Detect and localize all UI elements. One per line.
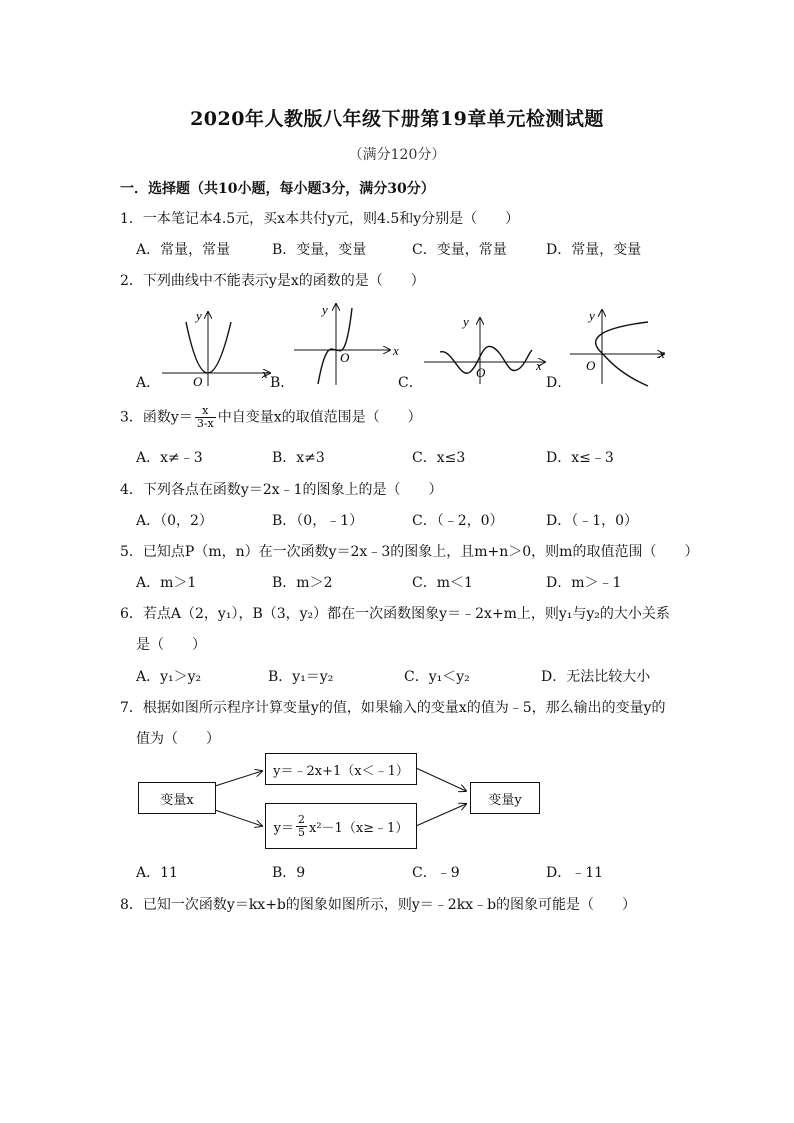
q3-suffix: 中自变量x的取值范围是（ ） bbox=[217, 409, 422, 426]
question-8-stem: 8．已知一次函数y＝kx+b的图象如图所示，则y＝﹣2kx﹣b的图象可能是（ ） bbox=[120, 897, 637, 913]
q3-option-a: A．x≠﹣3 bbox=[136, 450, 203, 466]
q7-output-box: 变量y bbox=[470, 782, 540, 814]
question-2-stem: 2．下列曲线中不能表示y是x的函数的是（ ） bbox=[120, 273, 425, 289]
q7-bottom-box bbox=[265, 803, 417, 849]
q1-option-c: C．变量，常量 bbox=[412, 242, 507, 258]
q2-c-y-label: y bbox=[463, 314, 469, 329]
q2-graph-b bbox=[294, 302, 399, 385]
q3-frac-num: x bbox=[195, 405, 216, 418]
q4-option-b: B．（0，﹣1） bbox=[272, 513, 364, 529]
question-7-stem-line1: 7．根据如图所示程序计算变量y的值，如果输入的变量x的值为﹣5，那么输出的变量y的 bbox=[120, 700, 666, 716]
question-1-stem: 1．一本笔记本4.5元，买x本共付y元，则4.5和y分别是（ ） bbox=[120, 211, 520, 227]
q7-input-box: 变量x bbox=[138, 782, 216, 814]
q5-option-d: D．m＞﹣1 bbox=[546, 575, 622, 591]
q1-option-b: B．变量，变量 bbox=[272, 242, 367, 258]
q7-bottom-suffix: x²－1（x≥﹣1） bbox=[309, 820, 409, 836]
q7-option-c: C．﹣9 bbox=[412, 865, 460, 881]
q2-graph-d bbox=[570, 308, 665, 386]
q7-frac-num: 2 bbox=[298, 812, 306, 826]
q2-a-x-label: x bbox=[262, 366, 268, 381]
q4-option-c: C．（﹣2，0） bbox=[412, 513, 504, 529]
q7-bottom-fraction bbox=[296, 814, 307, 839]
question-4-stem: 4．下列各点在函数y＝2x﹣1的图象上的是（ ） bbox=[120, 482, 443, 498]
q6-option-a: A．y₁＞y₂ bbox=[136, 669, 202, 685]
q2-option-a-label: A． bbox=[136, 375, 161, 391]
question-5-stem: 5．已知点P（m，n）在一次函数y＝2x﹣3的图象上，且m+n＞0，则m的取值范围（ ） bbox=[120, 544, 699, 560]
q7-option-d: D．﹣11 bbox=[546, 865, 604, 881]
q3-option-b: B．x≠3 bbox=[272, 450, 325, 466]
page-title: 2020年人教版八年级下册第19章单元检测试题 bbox=[190, 108, 604, 130]
q6-option-c: C．y₁＜y₂ bbox=[404, 669, 470, 685]
q1-option-d: D．常量，变量 bbox=[546, 242, 642, 258]
q2-d-origin: O bbox=[586, 358, 596, 373]
q1-option-a: A．常量，常量 bbox=[136, 242, 231, 258]
q3-option-d: D．x≤﹣3 bbox=[546, 450, 614, 466]
q4-option-a: A．（0，2） bbox=[136, 513, 213, 529]
q5-option-b: B．m＞2 bbox=[272, 575, 333, 591]
q2-a-origin: O bbox=[193, 374, 203, 389]
q7-bottom-prefix: y＝ bbox=[273, 820, 295, 836]
q3-prefix: 3．函数y＝ bbox=[120, 409, 193, 426]
q2-d-y-label: y bbox=[589, 308, 595, 323]
q2-b-y-label: y bbox=[322, 302, 328, 317]
q2-c-x-label: x bbox=[536, 358, 542, 373]
q7-option-b: B．9 bbox=[272, 865, 306, 881]
q3-frac-den: 3-x bbox=[196, 417, 214, 430]
q5-option-a: A．m＞1 bbox=[136, 575, 197, 591]
q2-c-origin: O bbox=[476, 365, 486, 380]
q2-option-b-label: B． bbox=[270, 375, 295, 391]
q2-graph-a bbox=[162, 308, 270, 389]
q2-b-origin: O bbox=[340, 350, 350, 365]
page-subtitle: （满分120分） bbox=[348, 147, 446, 163]
q2-b-x-label: x bbox=[393, 343, 399, 358]
q6-option-b: B．y₁＝y₂ bbox=[268, 669, 334, 685]
q7-top-box: y＝﹣2x+1（x＜﹣1） bbox=[265, 753, 417, 785]
q5-option-c: C．m＜1 bbox=[412, 575, 473, 591]
q2-a-y-label: y bbox=[196, 308, 202, 323]
q4-option-d: D．（﹣1，0） bbox=[546, 513, 639, 529]
q7-option-a: A．11 bbox=[136, 865, 178, 881]
q2-graph-c bbox=[424, 314, 545, 384]
q2-option-c-label: C． bbox=[398, 375, 423, 391]
q2-option-d-label: D． bbox=[546, 375, 572, 391]
q2-d-x-label: x bbox=[659, 346, 665, 361]
question-7-stem-line2: 值为（ ） bbox=[136, 731, 220, 747]
question-6-stem-line1: 6．若点A（2，y₁），B（3，y₂）都在一次函数图象y＝﹣2x+m上，则y₁与y₂的大小关系 bbox=[120, 606, 670, 622]
q3-option-c: C．x≤3 bbox=[412, 450, 466, 466]
q3-fraction bbox=[195, 405, 216, 430]
q6-option-d: D．无法比较大小 bbox=[541, 669, 651, 685]
q7-frac-den: 5 bbox=[298, 825, 306, 839]
section-heading: 一．选择题（共10小题，每小题3分，满分30分） bbox=[120, 181, 435, 197]
question-6-stem-line2: 是（ ） bbox=[136, 637, 206, 653]
question-3-stem bbox=[120, 405, 422, 430]
